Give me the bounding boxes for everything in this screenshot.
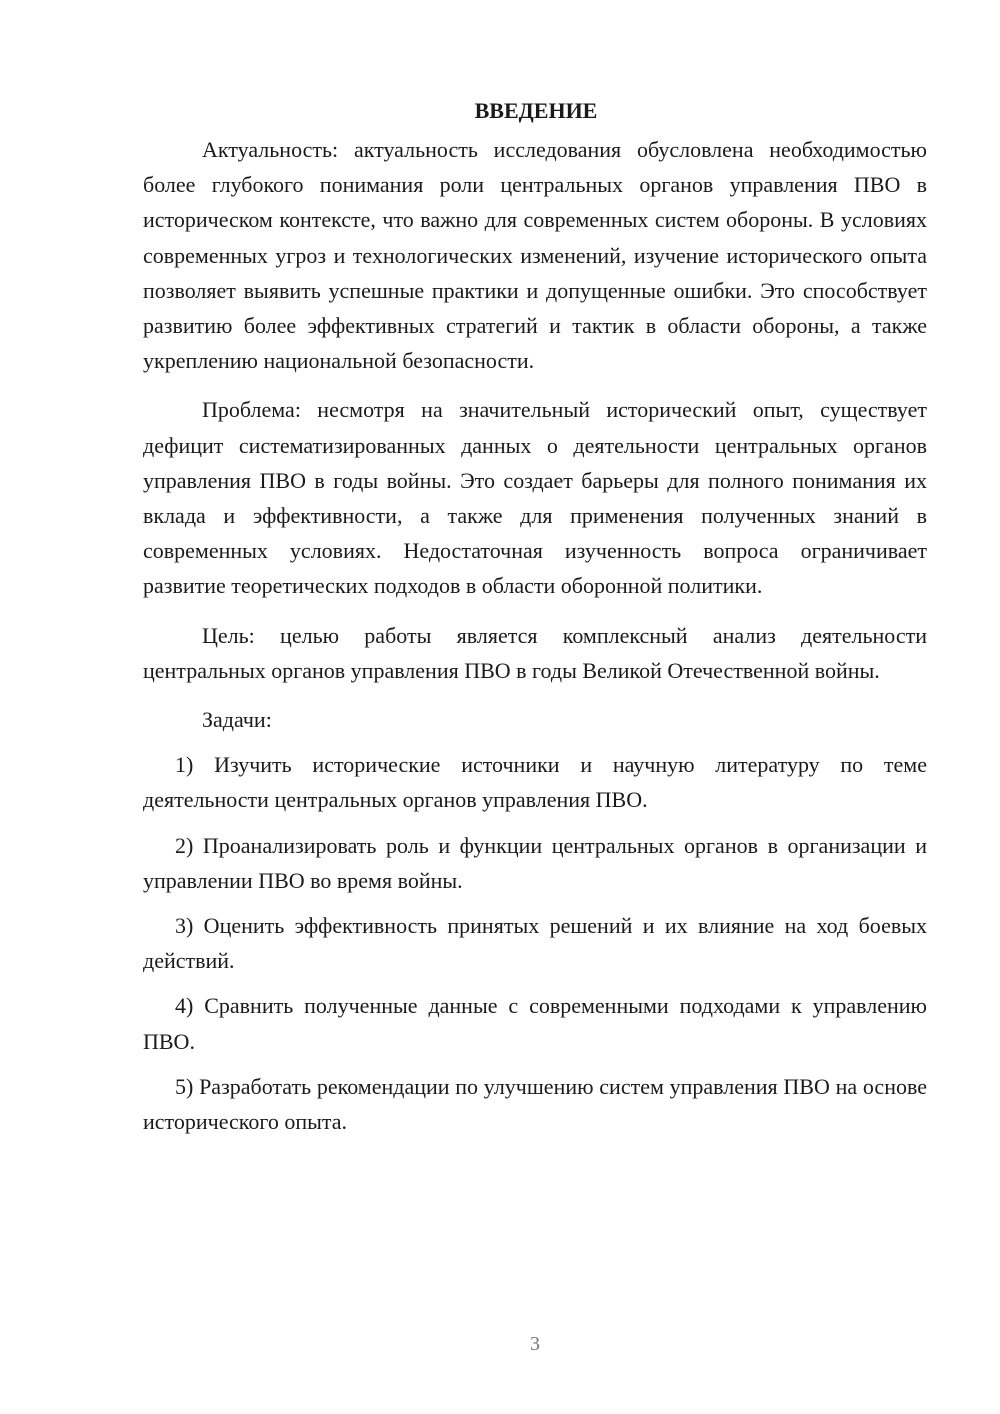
tasks-heading: Задачи: xyxy=(202,707,272,733)
task-item-2: 2) Проанализировать роль и функции центральных органов в организации и управлении ПВО во время войны. xyxy=(143,832,927,893)
page-title: ВВЕДЕНИЕ xyxy=(474,98,598,123)
tasks-list xyxy=(143,747,927,1139)
task-item-5: 5) Разработать рекомендации по улучшению систем управления ПВО на основе исторического опыта. xyxy=(143,1073,927,1135)
page-number: 3 xyxy=(530,1333,540,1355)
task-item-4: 4) Сравнить полученные данные с современными подходами к управлению ПВО. xyxy=(143,993,927,1054)
paragraph-relevance: Актуальность: актуальность исследования обусловлена необходимостью более глубокого понимания роли центральных органов управления ПВО в историческом контексте, что важно для современных систем обороны. В условиях современных угроз и технологических изменений, изучение исторического опыта позволяет выявить успешные практики и допущенные ошибки. Это способствует развитию более эффективных стратегий и тактик в области обороны, а также укреплению национальной безопасности. xyxy=(143,137,927,374)
task-item-1: 1) Изучить исторические источники и научную литературу по теме деятельности центральных органов управления ПВО. xyxy=(143,752,927,813)
page-content xyxy=(143,94,927,1149)
paragraph-problem: Проблема: несмотря на значительный исторический опыт, существует дефицит систематизированных данных о деятельности центральных органов управления ПВО в годы войны. Это создает барьеры для полного понимания их вклада и эффективности, а также для применения полученных знаний в современных условиях. Недостаточная изученность вопроса ограничивает развитие теоретических подходов в области оборонной политики. xyxy=(143,397,927,599)
task-item-3: 3) Оценить эффективность принятых решений и их влияние на ход боевых действий. xyxy=(143,913,927,974)
paragraph-goal: Цель: целью работы является комплексный анализ деятельности центральных органов управления ПВО в годы Великой Отечественной войны. xyxy=(143,622,927,683)
